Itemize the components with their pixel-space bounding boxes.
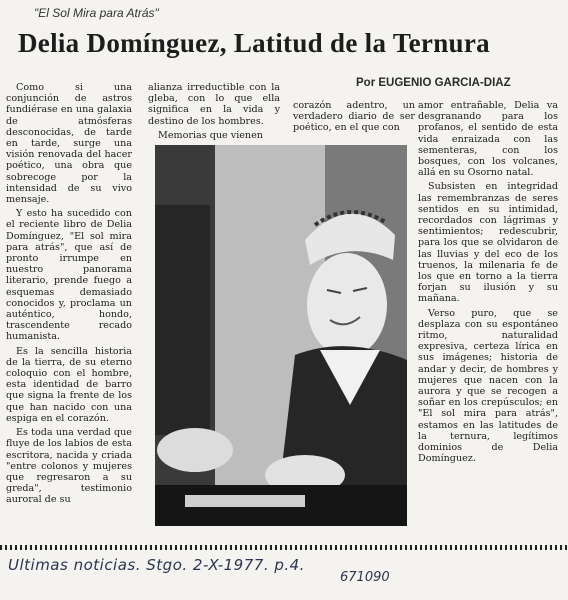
paragraph: Es la sencilla historia de la tierra, de su eterno coloquio con el hombre, esta identidad de barro que signa la frente de los que han nacido con una espiga en el corazón. [6, 345, 132, 424]
article-kicker: "El Sol Mira para Atrás" [34, 6, 159, 20]
paragraph: corazón adentro, un verdadero diario de ser poético, en el que con [293, 100, 415, 134]
paragraph: Y esto ha sucedido con el reciente libro de Delia Domínguez, "El sol mira para atrás", que así de pronto irrumpe en nuestro panorama literario, prende fuego a esquemas demasiado conocidos y, proclama un auténtico, hondo, trascendente recado humanista. [6, 208, 132, 343]
divider-rule [0, 545, 568, 550]
paragraph: Memorias que vienen [158, 129, 263, 141]
paragraph: alianza irreductible con la gleba, con lo que ella significa en la vida y destino de los hombres. [148, 82, 280, 127]
paragraph: Como si una conjunción de astros fundiérase en una galaxia de atmósferas desconocidas, de tarde en tarde, surge una visión renovada del hacer poético, una obra que sobrecoge por la intensidad de su vivo mensaje. [6, 82, 132, 206]
text-column-4 [418, 100, 558, 468]
author-photo [155, 145, 407, 526]
article-byline: Por EUGENIO GARCIA-DIAZ [356, 77, 511, 89]
text-column-2 [148, 82, 280, 144]
article-headline: Delia Domínguez, Latitud de la Ternura [18, 28, 490, 58]
paragraph: Es toda una verdad que fluye de los labios de esta escritora, nacida y criada "entre colonos y mujeres que regresaron a su greda", testimonio auroral de su [6, 427, 132, 506]
text-column-1 [6, 82, 132, 509]
handwritten-source-note: Ultimas noticias. Stgo. 2-X-1977. p.4. [8, 556, 305, 574]
text-column-3 [293, 100, 415, 137]
paragraph: Verso puro, que se desplaza con su espontáneo ritmo, naturalidad expresiva, certeza lírica en sus imágenes; historia de andar y decir, de hombres y mujeres que nacen con la aurora y que se recogen a soñar en los crepúsculos; en "El sol mira para atrás", estamos en las latitudes de la ternura, legítimos dominios de Delia Domínguez. [418, 307, 558, 465]
paragraph: Subsisten en integridad las remembranzas de seres sentidos en su intimidad, recordados con lágrimas y sentimientos; redescubrir, para los que se olvidaron de las lluvias y del eco de los truenos, la milenaria fe de los que en torno a la tierra forjan su ilusión y su mañana. [418, 181, 558, 305]
paragraph: amor entrañable, Delia va desgranando para los profanos, el sentido de esta vida enraizada con las sementeras, con los bosques, con los volcanes, allá en su Osorno natal. [418, 100, 558, 179]
archive-number: 671090 [340, 570, 390, 585]
